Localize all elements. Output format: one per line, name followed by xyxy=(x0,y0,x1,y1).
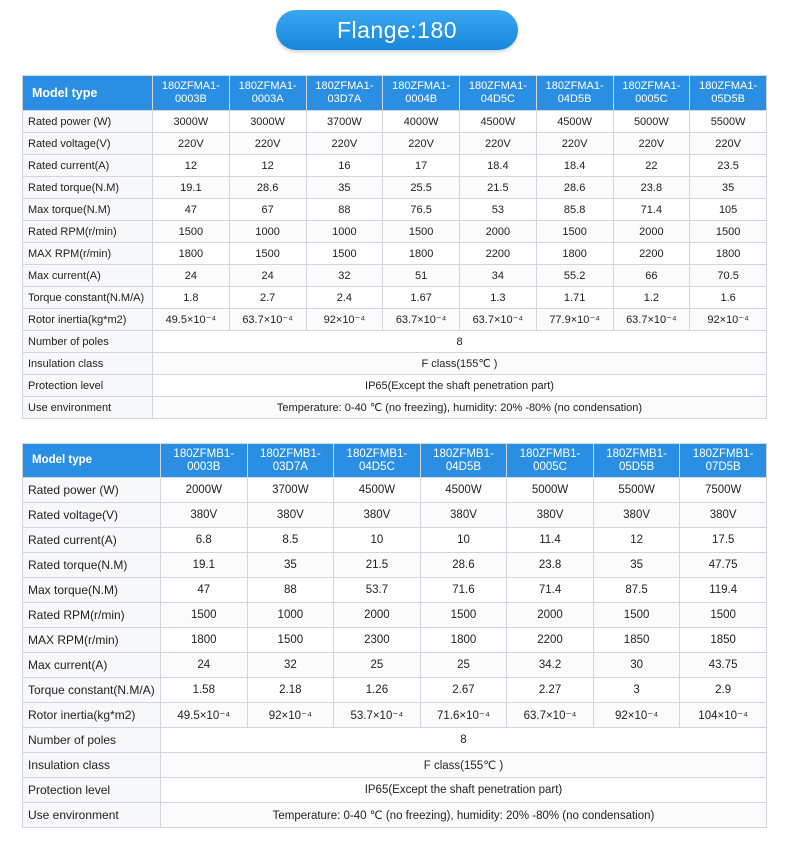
cell-value: 380V xyxy=(680,503,767,528)
cell-value: 1.8 xyxy=(153,287,230,309)
model-name-line2: 05D5B xyxy=(711,93,745,105)
cell-value: 2000 xyxy=(334,603,421,628)
cell-value: 24 xyxy=(153,265,230,287)
row-label: Max current(A) xyxy=(23,265,153,287)
model-type-label: Model type xyxy=(23,76,153,111)
cell-value: 35 xyxy=(593,553,680,578)
cell-value: 30 xyxy=(593,653,680,678)
row-label: Torque constant(N.M/A) xyxy=(23,287,153,309)
cell-value: 35 xyxy=(247,553,334,578)
cell-value: 2.4 xyxy=(306,287,383,309)
cell-value: 1800 xyxy=(690,243,767,265)
cell-value: 71.6×10⁻⁴ xyxy=(420,703,507,728)
cell-value: 1.71 xyxy=(536,287,613,309)
cell-value: 1800 xyxy=(383,243,460,265)
cell-value: 25 xyxy=(334,653,421,678)
cell-value: 10 xyxy=(334,528,421,553)
cell-value: 4000W xyxy=(383,111,460,133)
row-label: Max torque(N.M) xyxy=(23,199,153,221)
table-row-merged xyxy=(23,803,767,828)
cell-value: 70.5 xyxy=(690,265,767,287)
table-row-merged xyxy=(23,778,767,803)
cell-value: 19.1 xyxy=(161,553,248,578)
table-header-row xyxy=(23,76,767,111)
cell-value: 4500W xyxy=(460,111,537,133)
table-row xyxy=(23,553,767,578)
cell-value: 53.7×10⁻⁴ xyxy=(334,703,421,728)
cell-value: 92×10⁻⁴ xyxy=(306,309,383,331)
merged-value: IP65(Except the shaft penetration part) xyxy=(153,375,767,397)
table-row xyxy=(23,221,767,243)
cell-value: 2.67 xyxy=(420,678,507,703)
model-name-line2: 0005C xyxy=(533,460,567,473)
model-name-line1: 180ZFMA1- xyxy=(161,80,220,92)
cell-value: 2200 xyxy=(460,243,537,265)
row-label: Protection level xyxy=(23,778,161,803)
model-name xyxy=(680,444,767,478)
cell-value: 17.5 xyxy=(680,528,767,553)
cell-value: 4500W xyxy=(536,111,613,133)
cell-value: 1500 xyxy=(247,628,334,653)
table-row xyxy=(23,309,767,331)
cell-value: 77.9×10⁻⁴ xyxy=(536,309,613,331)
cell-value: 88 xyxy=(247,578,334,603)
cell-value: 34.2 xyxy=(507,653,594,678)
model-name xyxy=(247,444,334,478)
cell-value: 2.7 xyxy=(229,287,306,309)
cell-value: 3000W xyxy=(153,111,230,133)
table-row-merged xyxy=(23,397,767,419)
cell-value: 1000 xyxy=(306,221,383,243)
cell-value: 17 xyxy=(383,155,460,177)
merged-value: F class(155℃ ) xyxy=(161,753,767,778)
cell-value: 220V xyxy=(153,133,230,155)
cell-value: 12 xyxy=(229,155,306,177)
cell-value: 63.7×10⁻⁴ xyxy=(460,309,537,331)
table-row xyxy=(23,528,767,553)
model-name xyxy=(690,76,767,111)
merged-value: 8 xyxy=(153,331,767,353)
spec-table-zfma1 xyxy=(22,75,767,419)
table-row-merged xyxy=(23,375,767,397)
cell-value: 4500W xyxy=(420,478,507,503)
page-title: Flange:180 xyxy=(336,17,458,43)
cell-value: 1.67 xyxy=(383,287,460,309)
model-name-line2: 0004B xyxy=(405,93,438,105)
model-name-line2: 03D7A xyxy=(327,93,362,105)
cell-value: 66 xyxy=(613,265,690,287)
cell-value: 63.7×10⁻⁴ xyxy=(613,309,690,331)
model-name-line2: 0003B xyxy=(174,93,207,105)
cell-value: 25.5 xyxy=(383,177,460,199)
cell-value: 5000W xyxy=(507,478,594,503)
table-row xyxy=(23,578,767,603)
cell-value: 1800 xyxy=(536,243,613,265)
row-label: Max torque(N.M) xyxy=(23,578,161,603)
table-row xyxy=(23,243,767,265)
merged-value: Temperature: 0-40 ℃ (no freezing), humidity: 20% -80% (no condensation) xyxy=(161,803,767,828)
cell-value: 1.26 xyxy=(334,678,421,703)
cell-value: 1500 xyxy=(536,221,613,243)
model-name-line1: 180ZFMB1- xyxy=(433,447,494,460)
cell-value: 92×10⁻⁴ xyxy=(690,309,767,331)
cell-value: 2200 xyxy=(613,243,690,265)
row-label: Rated voltage(V) xyxy=(23,503,161,528)
cell-value: 1000 xyxy=(247,603,334,628)
cell-value: 220V xyxy=(460,133,537,155)
cell-value: 1.6 xyxy=(690,287,767,309)
cell-value: 76.5 xyxy=(383,199,460,221)
cell-value: 71.6 xyxy=(420,578,507,603)
merged-value: IP65(Except the shaft penetration part) xyxy=(161,778,767,803)
row-label: Torque constant(N.M/A) xyxy=(23,678,161,703)
row-label: Rotor inertia(kg*m2) xyxy=(23,703,161,728)
cell-value: 1500 xyxy=(690,221,767,243)
row-label: Number of poles xyxy=(23,331,153,353)
cell-value: 63.7×10⁻⁴ xyxy=(507,703,594,728)
row-label: MAX RPM(r/min) xyxy=(23,243,153,265)
cell-value: 87.5 xyxy=(593,578,680,603)
merged-value: Temperature: 0-40 ℃ (no freezing), humidity: 20% -80% (no condensation) xyxy=(153,397,767,419)
model-name-line2: 05D5B xyxy=(619,460,655,473)
model-name-line2: 03D7A xyxy=(272,460,308,473)
row-label: Rated current(A) xyxy=(23,155,153,177)
cell-value: 32 xyxy=(247,653,334,678)
cell-value: 11.4 xyxy=(507,528,594,553)
table-row xyxy=(23,703,767,728)
cell-value: 49.5×10⁻⁴ xyxy=(153,309,230,331)
table-row xyxy=(23,603,767,628)
model-name xyxy=(460,76,537,111)
model-name-line1: 180ZFMA1- xyxy=(392,80,451,92)
cell-value: 1800 xyxy=(153,243,230,265)
cell-value: 18.4 xyxy=(536,155,613,177)
merged-value: F class(155℃ ) xyxy=(153,353,767,375)
cell-value: 21.5 xyxy=(334,553,421,578)
row-label: Rated torque(N.M) xyxy=(23,553,161,578)
model-name-line1: 180ZFMA1- xyxy=(622,80,681,92)
cell-value: 105 xyxy=(690,199,767,221)
cell-value: 55.2 xyxy=(536,265,613,287)
cell-value: 71.4 xyxy=(507,578,594,603)
cell-value: 220V xyxy=(383,133,460,155)
model-name xyxy=(383,76,460,111)
cell-value: 1.3 xyxy=(460,287,537,309)
model-name-line2: 04D5B xyxy=(557,93,592,105)
cell-value: 5500W xyxy=(593,478,680,503)
cell-value: 25 xyxy=(420,653,507,678)
model-name-line2: 07D5B xyxy=(705,460,741,473)
cell-value: 2000 xyxy=(460,221,537,243)
row-label: Insulation class xyxy=(23,353,153,375)
table-row xyxy=(23,133,767,155)
table-row xyxy=(23,628,767,653)
table-row xyxy=(23,478,767,503)
cell-value: 92×10⁻⁴ xyxy=(247,703,334,728)
cell-value: 380V xyxy=(161,503,248,528)
cell-value: 104×10⁻⁴ xyxy=(680,703,767,728)
cell-value: 24 xyxy=(229,265,306,287)
cell-value: 28.6 xyxy=(229,177,306,199)
model-name-line1: 180ZFMB1- xyxy=(692,447,754,460)
merged-value: 8 xyxy=(161,728,767,753)
cell-value: 2200 xyxy=(507,628,594,653)
cell-value: 2000 xyxy=(613,221,690,243)
model-name-line2: 0003B xyxy=(187,460,221,473)
cell-value: 49.5×10⁻⁴ xyxy=(161,703,248,728)
cell-value: 220V xyxy=(306,133,383,155)
table-row-merged xyxy=(23,753,767,778)
table-row xyxy=(23,678,767,703)
model-type-label: Model type xyxy=(23,444,161,478)
cell-value: 2.9 xyxy=(680,678,767,703)
cell-value: 3700W xyxy=(306,111,383,133)
cell-value: 28.6 xyxy=(420,553,507,578)
model-name-line1: 180ZFMA1- xyxy=(699,80,758,92)
cell-value: 35 xyxy=(306,177,383,199)
model-name xyxy=(536,76,613,111)
row-label: Rated torque(N.M) xyxy=(23,177,153,199)
cell-value: 63.7×10⁻⁴ xyxy=(383,309,460,331)
model-name xyxy=(613,76,690,111)
model-name xyxy=(420,444,507,478)
cell-value: 220V xyxy=(536,133,613,155)
cell-value: 1850 xyxy=(593,628,680,653)
row-label: Rated voltage(V) xyxy=(23,133,153,155)
cell-value: 63.7×10⁻⁴ xyxy=(229,309,306,331)
cell-value: 220V xyxy=(229,133,306,155)
model-name-line1: 180ZFMA1- xyxy=(238,80,297,92)
cell-value: 1500 xyxy=(306,243,383,265)
table-row xyxy=(23,287,767,309)
cell-value: 1500 xyxy=(383,221,460,243)
cell-value: 1800 xyxy=(161,628,248,653)
row-label: Insulation class xyxy=(23,753,161,778)
table-row xyxy=(23,653,767,678)
cell-value: 380V xyxy=(420,503,507,528)
cell-value: 2300 xyxy=(334,628,421,653)
row-label: Number of poles xyxy=(23,728,161,753)
cell-value: 1500 xyxy=(153,221,230,243)
cell-value: 220V xyxy=(690,133,767,155)
row-label: Max current(A) xyxy=(23,653,161,678)
cell-value: 119.4 xyxy=(680,578,767,603)
cell-value: 2000W xyxy=(161,478,248,503)
cell-value: 23.8 xyxy=(507,553,594,578)
table-row-merged xyxy=(23,353,767,375)
model-name-line2: 0003A xyxy=(251,93,284,105)
cell-value: 1500 xyxy=(680,603,767,628)
cell-value: 1500 xyxy=(161,603,248,628)
table-row xyxy=(23,199,767,221)
cell-value: 53 xyxy=(460,199,537,221)
cell-value: 220V xyxy=(613,133,690,155)
cell-value: 7500W xyxy=(680,478,767,503)
table-row xyxy=(23,155,767,177)
cell-value: 85.8 xyxy=(536,199,613,221)
cell-value: 380V xyxy=(507,503,594,528)
row-label: Rated power (W) xyxy=(23,478,161,503)
cell-value: 21.5 xyxy=(460,177,537,199)
model-name-line1: 180ZFMA1- xyxy=(468,80,527,92)
cell-value: 47.75 xyxy=(680,553,767,578)
cell-value: 1000 xyxy=(229,221,306,243)
cell-value: 24 xyxy=(161,653,248,678)
cell-value: 19.1 xyxy=(153,177,230,199)
cell-value: 6.8 xyxy=(161,528,248,553)
cell-value: 1.58 xyxy=(161,678,248,703)
cell-value: 3700W xyxy=(247,478,334,503)
cell-value: 22 xyxy=(613,155,690,177)
cell-value: 1.2 xyxy=(613,287,690,309)
cell-value: 12 xyxy=(593,528,680,553)
cell-value: 23.8 xyxy=(613,177,690,199)
cell-value: 35 xyxy=(690,177,767,199)
cell-value: 88 xyxy=(306,199,383,221)
cell-value: 380V xyxy=(593,503,680,528)
table-header-row xyxy=(23,444,767,478)
cell-value: 2000 xyxy=(507,603,594,628)
flange-title-badge xyxy=(276,10,518,50)
row-label: Rated current(A) xyxy=(23,528,161,553)
model-name-line2: 04D5B xyxy=(445,460,482,473)
cell-value: 23.5 xyxy=(690,155,767,177)
cell-value: 34 xyxy=(460,265,537,287)
model-name xyxy=(507,444,594,478)
model-name-line1: 180ZFMB1- xyxy=(173,447,235,460)
cell-value: 1850 xyxy=(680,628,767,653)
cell-value: 71.4 xyxy=(613,199,690,221)
cell-value: 16 xyxy=(306,155,383,177)
cell-value: 5500W xyxy=(690,111,767,133)
cell-value: 92×10⁻⁴ xyxy=(593,703,680,728)
cell-value: 380V xyxy=(247,503,334,528)
cell-value: 18.4 xyxy=(460,155,537,177)
model-name xyxy=(229,76,306,111)
model-name-line2: 0005C xyxy=(635,93,668,105)
cell-value: 4500W xyxy=(334,478,421,503)
cell-value: 10 xyxy=(420,528,507,553)
cell-value: 12 xyxy=(153,155,230,177)
cell-value: 1500 xyxy=(229,243,306,265)
cell-value: 43.75 xyxy=(680,653,767,678)
model-name xyxy=(306,76,383,111)
table-row xyxy=(23,111,767,133)
row-label: Rated RPM(r/min) xyxy=(23,221,153,243)
model-name xyxy=(593,444,680,478)
row-label: Rated power (W) xyxy=(23,111,153,133)
model-name xyxy=(334,444,421,478)
row-label: MAX RPM(r/min) xyxy=(23,628,161,653)
table-row xyxy=(23,177,767,199)
row-label: Use environment xyxy=(23,803,161,828)
row-label: Rated RPM(r/min) xyxy=(23,603,161,628)
model-name-line1: 180ZFMB1- xyxy=(346,447,408,460)
cell-value: 3000W xyxy=(229,111,306,133)
cell-value: 67 xyxy=(229,199,306,221)
cell-value: 32 xyxy=(306,265,383,287)
row-label: Protection level xyxy=(23,375,153,397)
table-row-merged xyxy=(23,728,767,753)
cell-value: 1800 xyxy=(420,628,507,653)
model-name-line1: 180ZFMA1- xyxy=(545,80,604,92)
table-row xyxy=(23,503,767,528)
cell-value: 2.18 xyxy=(247,678,334,703)
model-name xyxy=(153,76,230,111)
model-name-line2: 04D5C xyxy=(359,460,395,473)
model-name-line1: 180ZFMB1- xyxy=(519,447,581,460)
cell-value: 53.7 xyxy=(334,578,421,603)
cell-value: 47 xyxy=(153,199,230,221)
row-label: Rotor inertia(kg*m2) xyxy=(23,309,153,331)
cell-value: 1500 xyxy=(593,603,680,628)
cell-value: 28.6 xyxy=(536,177,613,199)
model-name xyxy=(161,444,248,478)
table-row-merged xyxy=(23,331,767,353)
cell-value: 2.27 xyxy=(507,678,594,703)
cell-value: 1500 xyxy=(420,603,507,628)
model-name-line1: 180ZFMB1- xyxy=(259,447,321,460)
model-name-line1: 180ZFMB1- xyxy=(606,447,667,460)
table-row xyxy=(23,265,767,287)
spec-table-zfmb1 xyxy=(22,443,767,828)
model-name-line1: 180ZFMA1- xyxy=(315,80,374,92)
cell-value: 5000W xyxy=(613,111,690,133)
cell-value: 380V xyxy=(334,503,421,528)
cell-value: 47 xyxy=(161,578,248,603)
cell-value: 3 xyxy=(593,678,680,703)
cell-value: 8.5 xyxy=(247,528,334,553)
model-name-line2: 04D5C xyxy=(480,93,515,105)
cell-value: 51 xyxy=(383,265,460,287)
row-label: Use environment xyxy=(23,397,153,419)
